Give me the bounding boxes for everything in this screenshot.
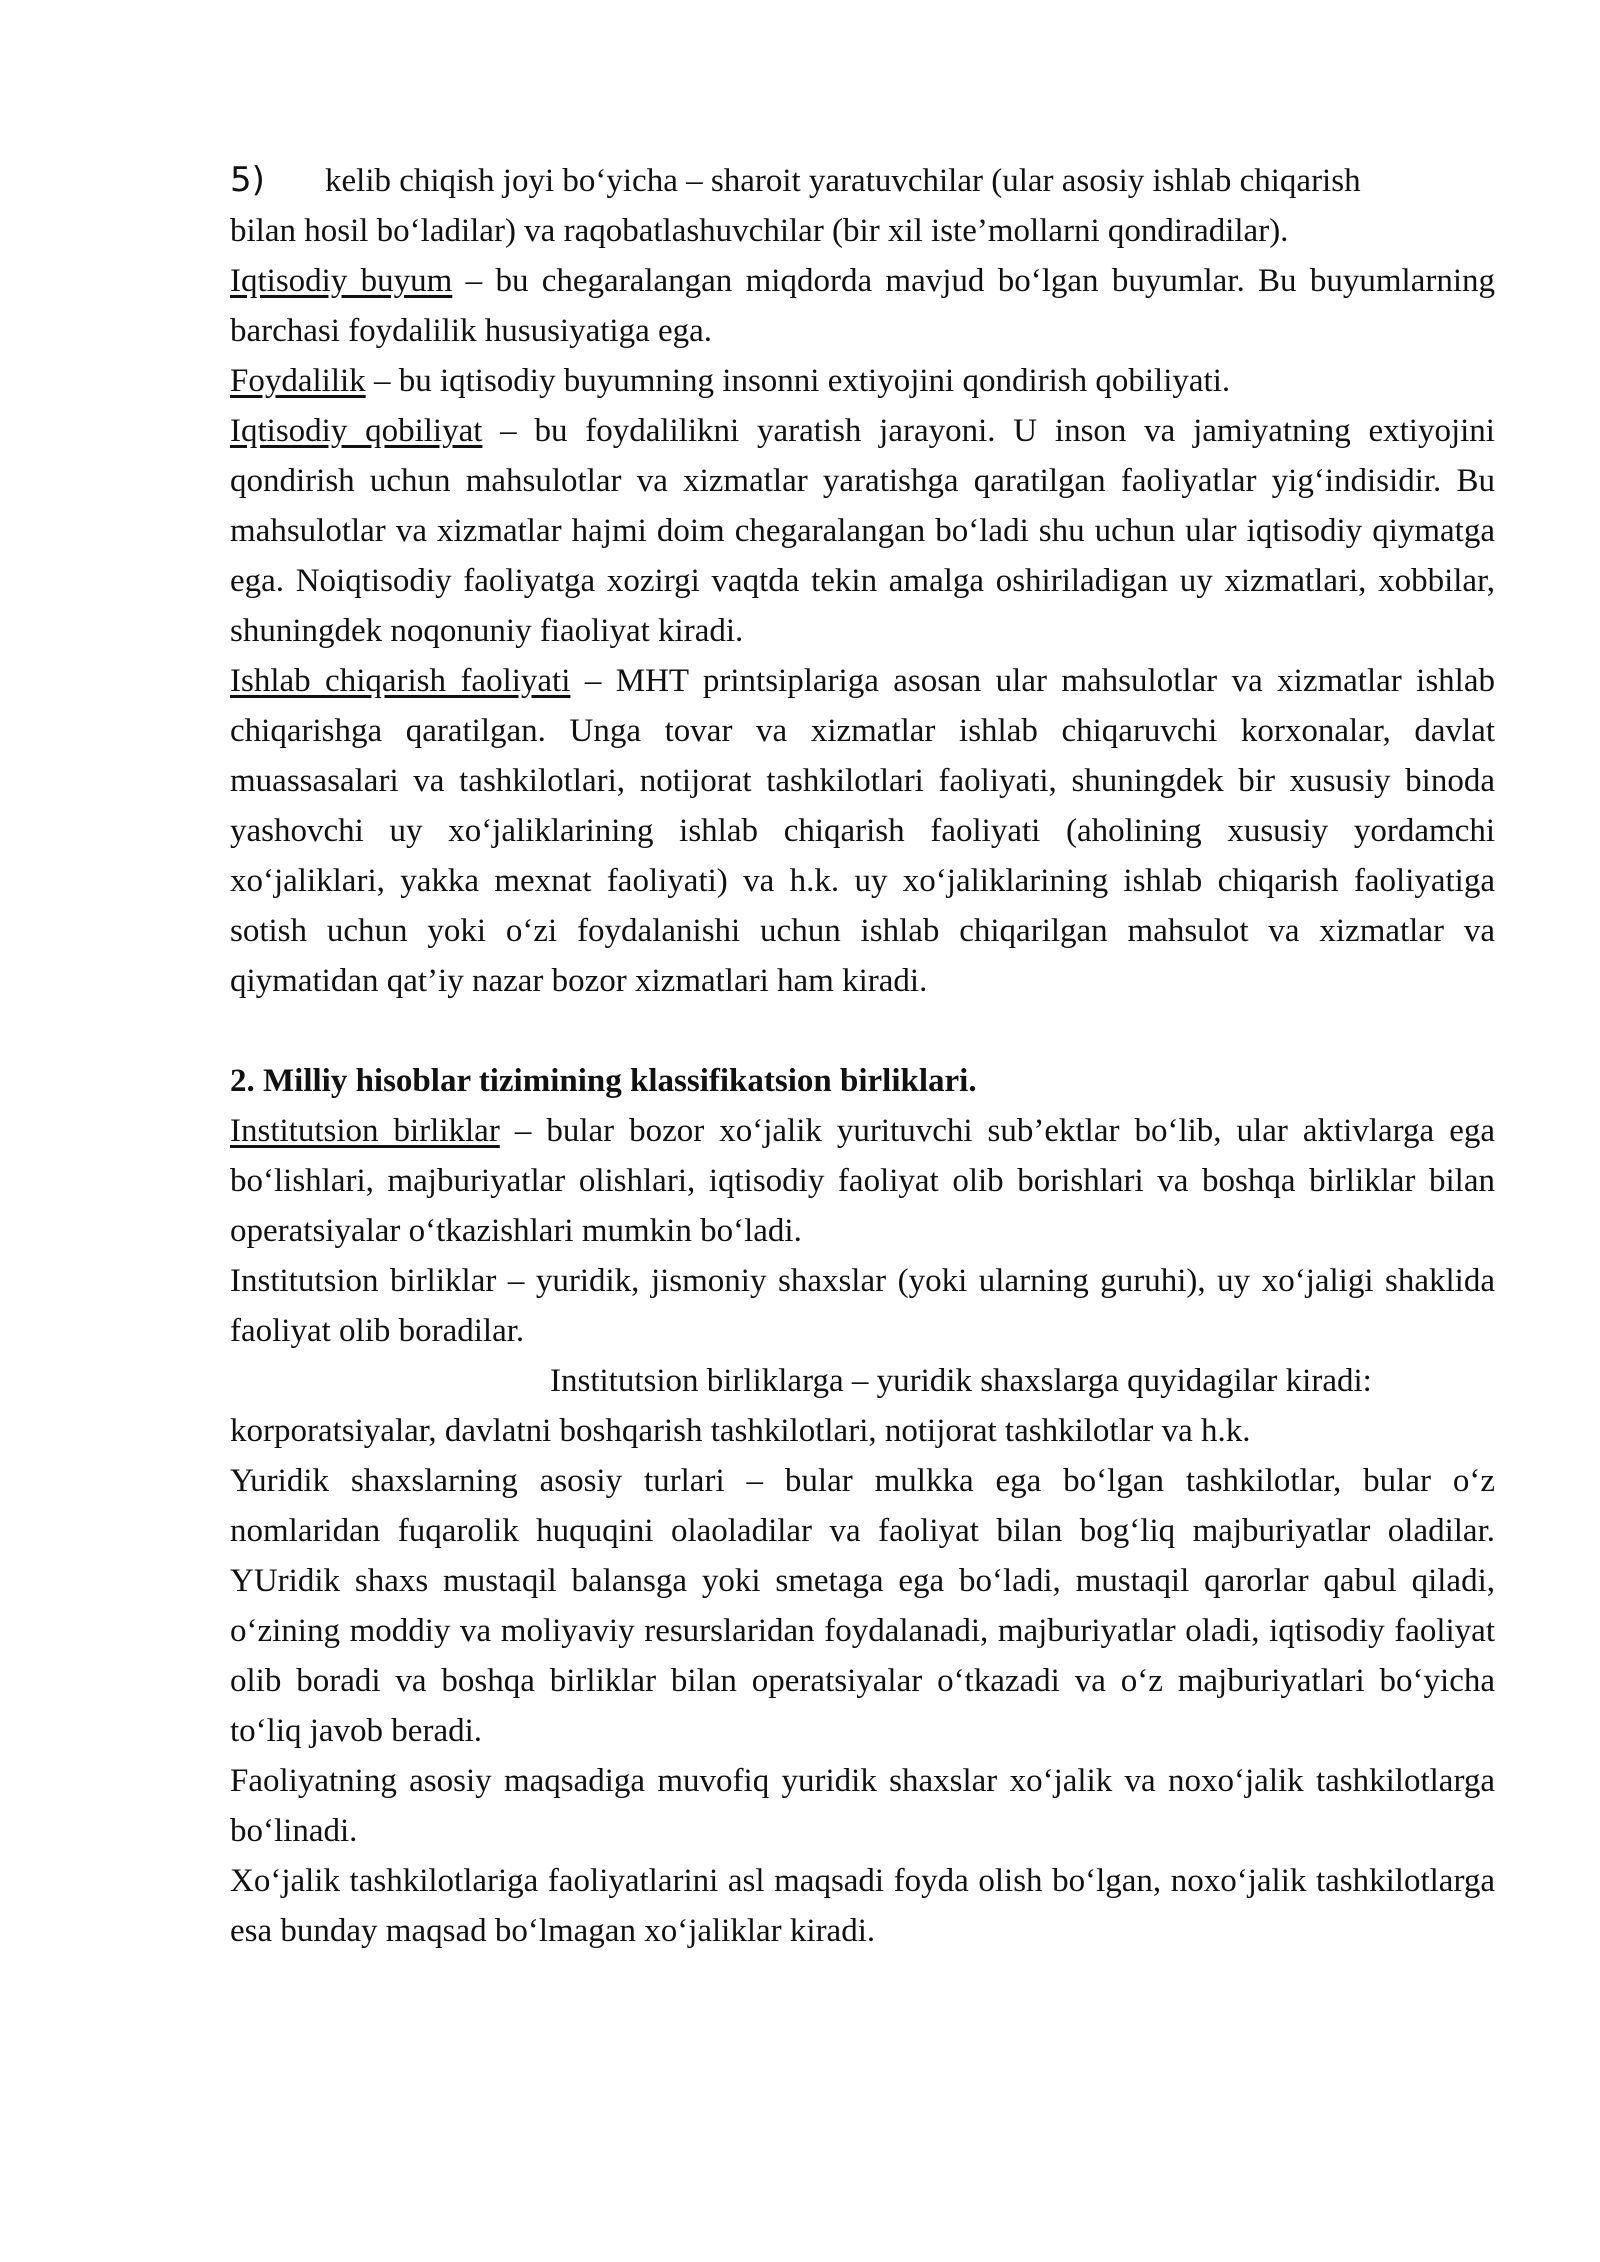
paragraph-institutsion-legal-line1: Institutsion birliklarga – yuridik shaxslarga quyidagilar kiradi: xyxy=(550,1363,1372,1399)
list-item-number: 5) xyxy=(230,160,265,200)
paragraph-institutsion-types: Institutsion birliklar – yuridik, jismoniy shaxslar (yoki ularning guruhi), uy xo‘jaligi shaklida faoliyat olib boradilar. xyxy=(230,1263,1495,1349)
definition-text: – bular bozor xo‘jalik yurituvchi sub’ektlar bo‘lib, ular aktivlarga ega bo‘lishlari, majburiyatlar olishlari, iqtisodiy faoliyat olib borishlari va boshqa birliklar bilan operatsiyalar o‘tkazishlari mumkin bo‘ladi. xyxy=(230,1113,1495,1249)
spacer xyxy=(230,1006,1495,1056)
paragraph-faoliyat-maqsadi: Faoliyatning asosiy maqsadiga muvofiq yuridik shaxslar xo‘jalik va noxo‘jalik tashkilotlarga bo‘linadi. xyxy=(230,1763,1495,1849)
section-heading: 2. Milliy hisoblar tizimining klassifikatsion birliklari. xyxy=(230,1063,977,1099)
paragraph-iqtisodiy-buyum xyxy=(230,256,1495,356)
document-page xyxy=(230,155,1495,1956)
list-item-line-1: kelib chiqish joyi bo‘yicha – sharoit yaratuvchilar (ular asosiy ishlab chiqarish xyxy=(325,163,1361,199)
term-foydalilik: Foydalilik xyxy=(230,363,366,399)
term-ishlab-chiqarish-faoliyati: Ishlab chiqarish faoliyati xyxy=(230,663,571,699)
term-iqtisodiy-buyum: Iqtisodiy buyum xyxy=(230,263,453,299)
definition-text: – bu chegaralangan miqdorda mavjud bo‘lgan buyumlar. Bu buyumlarning barchasi foydalilik hususiyatiga ega. xyxy=(230,263,1495,349)
paragraph-institutsion-birliklar xyxy=(230,1106,1495,1256)
paragraph-xojalik-tashkilotlari: Xo‘jalik tashkilotlariga faoliyatlarini asl maqsadi foyda olish bo‘lgan, noxo‘jalik tashkilotlarga esa bunday maqsad bo‘lmagan xo‘jaliklar kiradi. xyxy=(230,1863,1495,1949)
term-institutsion-birliklar: Institutsion birliklar xyxy=(230,1113,500,1149)
paragraph-ishlab-chiqarish xyxy=(230,656,1495,1006)
paragraph-iqtisodiy-qobiliyat xyxy=(230,406,1495,656)
paragraph-yuridik-shaxslar: Yuridik shaxslarning asosiy turlari – bular mulkka ega bo‘lgan tashkilotlar, bular o‘z nomlaridan fuqarolik huquqini olaoladilar va faoliyat bilan bog‘liq majburiyatlar oladilar. YUridik shaxs mustaqil balansga yoki smetaga ega bo‘ladi, mustaqil qarorlar qabul qiladi, o‘zining moddiy va moliyaviy resurslaridan foydalanadi, majburiyatlar oladi, iqtisodiy faoliyat olib boradi va boshqa birliklar bilan operatsiyalar o‘tkazadi va o‘z majburiyatlari bo‘yicha to‘liq javob beradi. xyxy=(230,1463,1495,1749)
paragraph-foydalilik xyxy=(230,356,1495,406)
definition-text: – MHT printsiplariga asosan ular mahsulotlar va xizmatlar ishlab chiqarishga qaratilgan. Unga tovar va xizmatlar ishlab chiqaruvchi korxonalar, davlat muassasalari va tashkilotlari, notijorat tashkilotlari faoliyati, shuningdek bir xususiy binoda yashovchi uy xo‘jaliklarining ishlab chiqarish faoliyati (aholining xususiy yordamchi xo‘jaliklari, yakka mexnat faoliyati) va h.k. uy xo‘jaliklarining ishlab chiqarish faoliyatiga sotish uchun yoki o‘zi foydalanishi uchun ishlab chiqarilgan mahsulot va xizmatlar va qiymatidan qat’iy nazar bozor xizmatlari ham kiradi. xyxy=(230,663,1495,999)
paragraph-institutsion-legal-line2: korporatsiyalar, davlatni boshqarish tashkilotlari, notijorat tashkilotlar va h.k. xyxy=(230,1413,1251,1449)
definition-text: – bu foydalilikni yaratish jarayoni. U inson va jamiyatning extiyojini qondirish uchun mahsulotlar va xizmatlar yaratishga qaratilgan faoliyatlar yig‘indisidir. Bu mahsulotlar va xizmatlar hajmi doim chegaralangan bo‘ladi shu uchun ular iqtisodiy qiymatga ega. Noiqtisodiy faoliyatga xozirgi vaqtda tekin amalga oshiriladigan uy xizmatlari, xobbilar, shuningdek noqonuniy fiaoliyat kiradi. xyxy=(230,413,1495,649)
list-item-5-continuation xyxy=(230,206,1495,256)
definition-text: – bu iqtisodiy buyumning insonni extiyojini qondirish qobiliyati. xyxy=(365,363,1231,399)
list-item-line-2: bilan hosil bo‘ladilar) va raqobatlashuvchilar (bir xil iste’mollarni qondiradilar). xyxy=(230,213,1289,249)
term-iqtisodiy-qobiliyat: Iqtisodiy qobiliyat xyxy=(230,413,483,449)
list-item-5 xyxy=(230,155,1495,206)
